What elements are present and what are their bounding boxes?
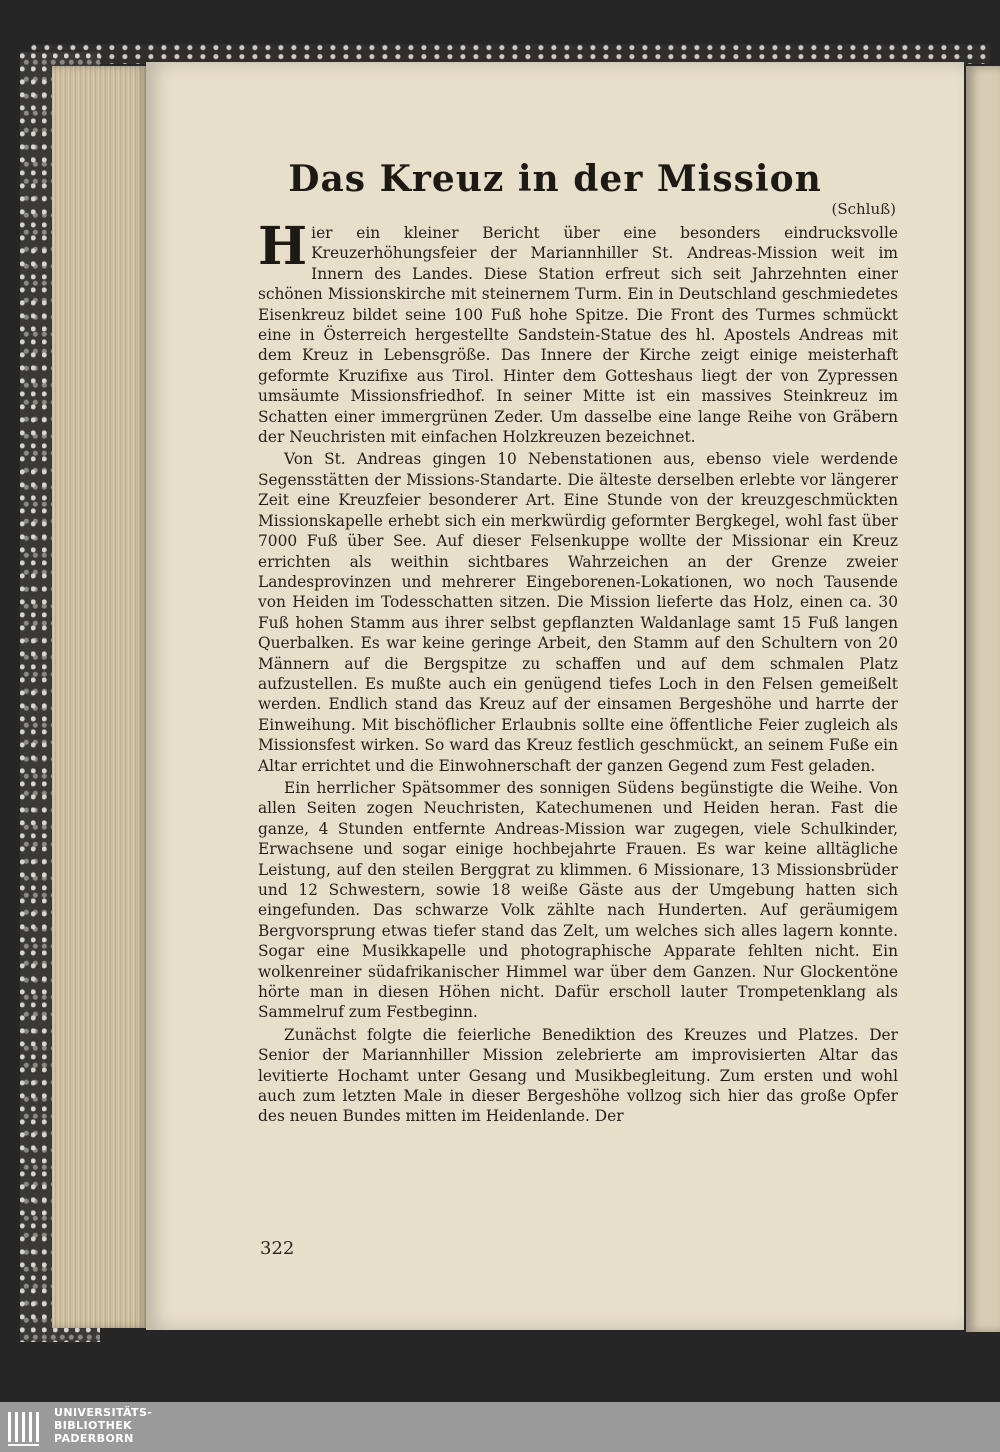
drop-cap: H xyxy=(258,216,308,277)
paragraph-1 xyxy=(258,216,898,447)
next-page-edge xyxy=(966,66,1000,1332)
book-cover-top xyxy=(30,44,990,64)
university-library-logo xyxy=(6,1408,46,1448)
page-subtitle: (Schluß) xyxy=(831,200,896,218)
library-name-line-2: BIBLIOTHEK xyxy=(54,1419,133,1432)
library-name-line-3: PADERBORN xyxy=(54,1432,134,1445)
library-name-line-1: UNIVERSITÄTS- xyxy=(54,1406,153,1419)
paragraph-4: Zunächst folgte die feierliche Benediktion des Kreuzes und Platzes. Der Senior der Mariannhiller Mission zelebrierte am improvisierten Altar das levitierte Hochamt unter Gesang und Musikbegleitung. Zum ersten und wohl auch zum letzten Male in dieser Bergeshöhe vollzog sich hier das große Opfer des neuen Bundes mitten im Heidenlande. Der xyxy=(258,1025,898,1126)
paragraph-3: Ein herrlicher Spätsommer des sonnigen Südens begünstigte die Weihe. Von allen Seiten zogen Neuchristen, Katechumenen und Heiden heran. Fast die ganze, 4 Stunden entfernte Andreas-Mission war zugegen, viele Schulkinder, Erwachsene und sogar einige hochbejahrte Frauen. Es war keine alltägliche Leistung, auf den steilen Berggrat zu klimmen. 6 Missionare, 13 Missionsbrüder und 12 Schwestern, sowie 18 weiße Gäste aus der Umgebung hatten sich eingefunden. Das schwarze Volk zählte nach Hunderten. Auf geräumigem Bergvorsprung etwas tiefer stand das Zelt, um welches sich alles lagern konnte. Sogar eine Musikkapelle und photographische Apparate fehlten nicht. Ein wolkenreiner südafrikanischer Himmel war über dem Ganzen. Nur Glockentöne hörte man in diesen Höhen nicht. Dafür erscholl lauter Trompetenklang als Sammelruf zum Festbeginn. xyxy=(258,778,898,1022)
library-footer-bar xyxy=(0,1402,1000,1452)
page-edges xyxy=(52,66,148,1328)
paragraph-1-text: ier ein kleiner Bericht über eine besonders eindrucksvolle Kreuzerhöhungsfeier der Mariannhiller St. Andreas-Mission weit im Innern des Landes. Diese Station erfreut sich seit Jahrzehnten einer schönen Missionskirche mit steinernem Turm. Ein in Deutschland geschmiedetes Eisenkreuz bildet seine 100 Fuß hohe Spitze. Die Front des Turmes schmückt eine in Österreich hergestellte Sandstein-Statue des hl. Apostels Andreas mit dem Kreuz in Lebensgröße. Das Innere der Kirche zeigt einige meisterhaft geformte Kruzifixe aus Tirol. Hinter dem Gotteshaus liegt der von Zypressen umsäumte Missionsfriedhof. In seiner Mitte ist ein massives Steinkreuz im Schatten einer immergrünen Zeder. Um dasselbe eine lange Reihe von Gräbern der Neuchristen mit einfachen Holzkreuzen bezeichnet. xyxy=(258,224,898,447)
page-number: 322 xyxy=(260,1238,295,1259)
article-body xyxy=(258,216,898,1127)
page-title: Das Kreuz in der Mission xyxy=(288,158,822,200)
library-name xyxy=(54,1406,152,1445)
paragraph-2: Von St. Andreas gingen 10 Nebenstationen aus, ebenso viele werdende Segensstätten der Missions-Standarte. Die älteste derselben erlebte vor längerer Zeit eine Kreuzfeier besonderer Art. Eine Stunde von der kreuzgeschmückten Missionskapelle erhebt sich ein merkwürdig geformter Bergkegel, wohl fast über 7000 Fuß über See. Auf dieser Felsenkuppe wollte der Missionar ein Kreuz errichten als weithin sichtbares Wahrzeichen an der Grenze zweier Landesprovinzen und mehrerer Eingeborenen-Lokationen, wo noch Tausende von Heiden im Todesschatten sitzen. Die Mission lieferte das Holz, einen ca. 30 Fuß hohen Stamm aus ihrer selbst gepflanzten Waldanlage samt 15 Fuß langen Querbalken. Es war keine geringe Arbeit, den Stamm auf den Schultern von 20 Männern auf die Bergspitze zu schaffen und auf dem schmalen Platz aufzustellen. Es mußte auch ein genügend tiefes Loch in den Felsen gemeißelt werden. Endlich stand das Kreuz auf der einsamen Bergeshöhe und harrte der Einweihung. Mit bischöflicher Erlaubnis sollte eine öffentliche Feier zugleich als Missionsfest wirken. So ward das Kreuz festlich geschmückt, an seinem Fuße ein Altar errichtet und die Einwohnerschaft der ganzen Gegend zum Fest geladen. xyxy=(258,450,898,775)
